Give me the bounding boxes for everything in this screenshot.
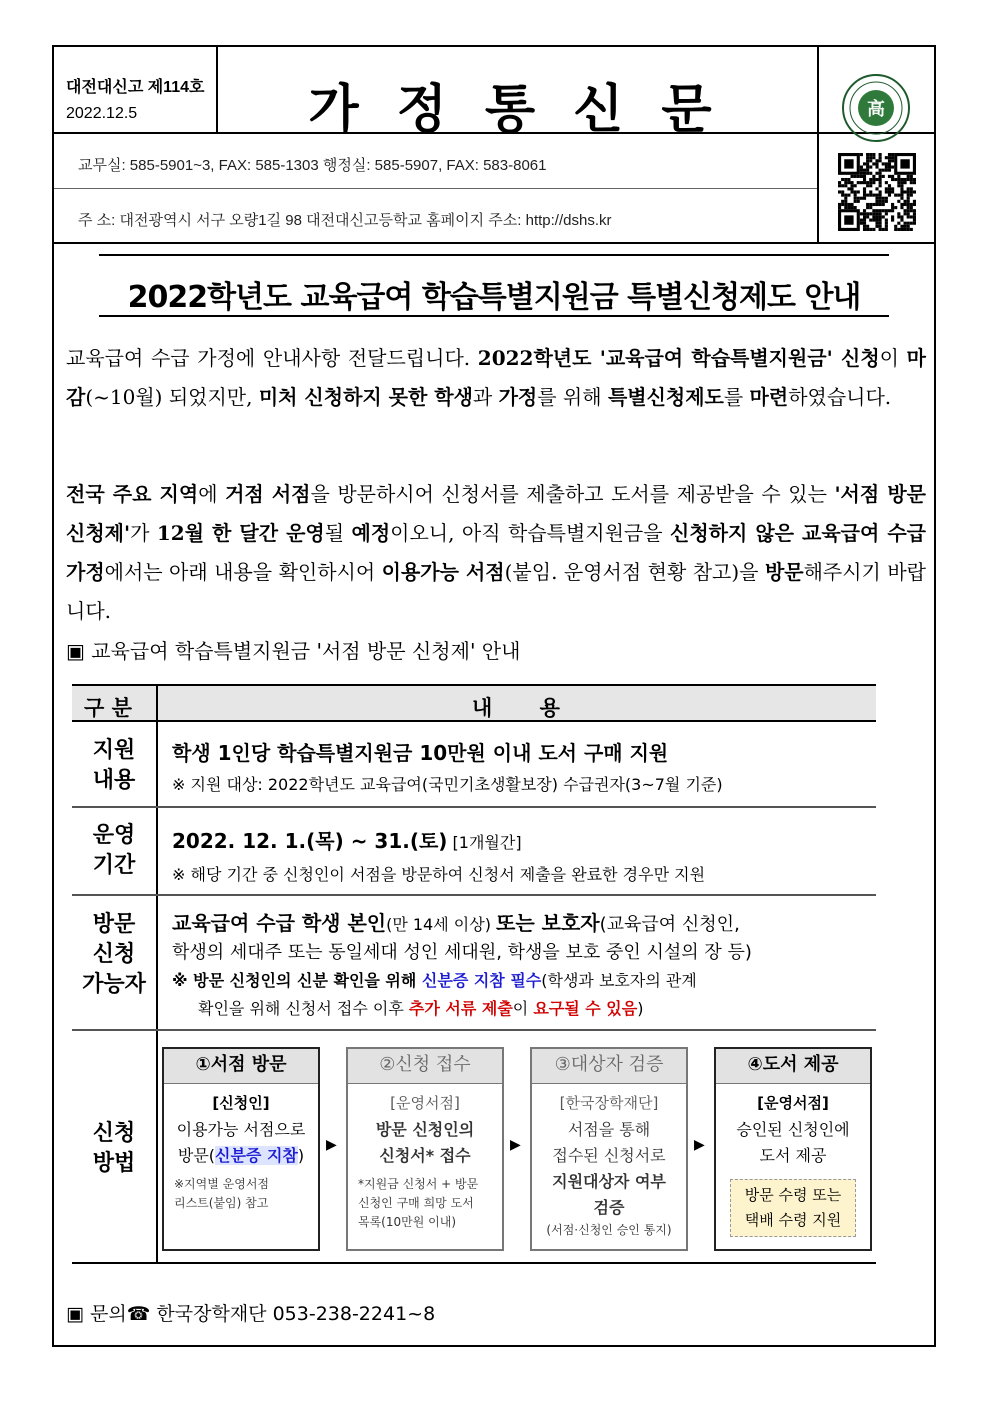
p2-run: 신청하지 않은 교육급여 수급 가정 bbox=[66, 521, 926, 584]
support-main: 학생 1인당 학습특별지원금 10만원 이내 도서 구매 지원 bbox=[172, 741, 669, 765]
p2-run: 이용가능 서점 bbox=[381, 560, 505, 584]
step2-org: [운영서점] bbox=[390, 1094, 460, 1112]
eligible-main-d: (교육급여 신청인, bbox=[599, 914, 740, 935]
p2-run: '서점 방문 신청제' bbox=[66, 482, 926, 545]
row-label-eligible: 방문 신청 가능자 bbox=[82, 912, 146, 997]
step3-line3: 지원대상자 여부 bbox=[552, 1172, 666, 1191]
step2-head: ②신청 접수 bbox=[348, 1049, 502, 1084]
step4-org: [운영서점] bbox=[757, 1094, 829, 1112]
eligible-note-d: 확인을 위해 신청서 접수 이후 bbox=[198, 999, 409, 1018]
p2-run: 거점 서점 bbox=[225, 482, 311, 506]
step1-line2b: 신분증 지참 bbox=[215, 1146, 298, 1165]
p2-run: 예정 bbox=[351, 521, 391, 545]
masthead: 가정통신문 bbox=[308, 80, 750, 140]
delivery-options-box bbox=[730, 1179, 856, 1237]
p2-run: 을 bbox=[739, 560, 765, 584]
p1-run: 가정 bbox=[498, 385, 538, 409]
step4-line2: 도서 제공 bbox=[759, 1146, 827, 1165]
step4-line1: 승인된 신청인에 bbox=[736, 1120, 850, 1139]
p2-run: (붙임. 운영서점 현황 참고) bbox=[504, 560, 740, 584]
step1-note: ※지역별 운영서점 리스트(붙임) 참고 bbox=[174, 1177, 270, 1210]
step-visit-bookstore bbox=[162, 1047, 320, 1251]
p1-run: 교육급여 수급 가정에 안내사항 전달드립니다. bbox=[66, 346, 478, 370]
paragraph-details bbox=[66, 475, 926, 631]
eligible-line2: 학생의 세대주 또는 동일세대 성인 세대원, 학생을 보호 중인 시설의 장 등) bbox=[172, 942, 752, 963]
step1-line2a: 방문( bbox=[177, 1146, 216, 1165]
eligible-note-c: (학생과 보호자의 관계 bbox=[541, 971, 697, 990]
period-main: 2022. 12. 1.(목) ~ 31.(토) bbox=[172, 829, 448, 853]
p1-run: 를 위해 bbox=[537, 385, 608, 409]
p2-run: 을 방문하시어 신청서를 제출하고 도서를 제공받을 수 있는 bbox=[310, 482, 835, 506]
eligible-note-e: 추가 서류 제출 bbox=[408, 999, 513, 1018]
step2-note: *지원금 신청서 + 방문 신청인 구매 희망 도서 목록(10만원 이내) bbox=[358, 1177, 479, 1229]
step3-line1: 서점을 통해 bbox=[567, 1120, 651, 1139]
p1-run: 마련 bbox=[749, 385, 789, 409]
notice-sheet bbox=[52, 45, 936, 1347]
step-book-delivery bbox=[714, 1047, 872, 1251]
row-period-content bbox=[172, 825, 705, 885]
issue-number: 대전대신고 제114호 bbox=[66, 79, 205, 96]
school-emblem-icon bbox=[841, 73, 911, 143]
period-suffix: [1개월간] bbox=[447, 833, 522, 852]
eligible-note-h: ) bbox=[637, 999, 644, 1018]
arrow-icon: ▶ bbox=[326, 1137, 337, 1153]
issue-date: 2022.12.5 bbox=[66, 105, 138, 122]
p1-run: 2022학년도 '교육급여 학습특별지원금' 신청 bbox=[477, 346, 880, 370]
step-eligibility-check bbox=[530, 1047, 688, 1251]
step3-line5: (서점·신청인 승인 통지) bbox=[546, 1223, 672, 1237]
step3-line4: 검증 bbox=[593, 1198, 625, 1217]
step2-line2: 신청서* 접수 bbox=[379, 1146, 471, 1165]
paragraph-intro bbox=[66, 339, 926, 417]
row-support-content bbox=[172, 737, 723, 795]
header-category: 구 분 bbox=[84, 696, 132, 720]
step2-line1: 방문 신청인의 bbox=[375, 1120, 475, 1139]
p1-run: 하였습니다. bbox=[788, 385, 892, 409]
arrow-icon: ▶ bbox=[694, 1137, 705, 1153]
eligible-note-b: 신분증 지참 필수 bbox=[421, 971, 542, 990]
p2-run: 전국 주요 지역 bbox=[66, 482, 199, 506]
p2-run: 해주시기 바랍니다. bbox=[66, 560, 926, 623]
row-label-period: 운영 기간 bbox=[92, 823, 136, 878]
period-note: ※ 해당 기간 중 신청인이 서점을 방문하여 신청서 제출을 완료한 경우만 지원 bbox=[172, 865, 706, 884]
p1-run: (~10월) 되었지만, bbox=[85, 385, 259, 409]
step3-head: ③대상자 검증 bbox=[532, 1049, 686, 1084]
delivery-option1: 방문 수령 또는 bbox=[744, 1186, 842, 1204]
row-label-support: 지원 내용 bbox=[92, 738, 136, 793]
p2-run: 에 bbox=[198, 482, 226, 506]
step1-head: ①서점 방문 bbox=[164, 1049, 318, 1084]
p1-run: 미처 신청하지 못한 학생 bbox=[258, 385, 473, 409]
arrow-icon: ▶ bbox=[510, 1137, 521, 1153]
step1-line2c: ) bbox=[297, 1146, 305, 1165]
p1-run: 특별신청제도 bbox=[607, 385, 724, 409]
step1-line1: 이용가능 서점으로 bbox=[176, 1120, 306, 1139]
eligible-main-b: (만 14세 이상) bbox=[386, 915, 497, 934]
support-note: ※ 지원 대상: 2022학년도 교육급여(국민기초생활보장) 수급권자(3~7월 기준) bbox=[172, 775, 723, 794]
eligible-note-f: 이 bbox=[512, 999, 534, 1018]
emblem-char: 高 bbox=[867, 99, 885, 120]
step3-org: [한국장학재단] bbox=[559, 1094, 659, 1112]
eligible-note-g: 요구될 수 있음 bbox=[533, 999, 638, 1018]
step4-head: ④도서 제공 bbox=[716, 1049, 870, 1084]
header-content: 내 용 bbox=[472, 696, 580, 720]
row-eligible-content bbox=[172, 909, 872, 1023]
delivery-option2: 택배 수령 지원 bbox=[744, 1211, 842, 1229]
phone-line: 교무실: 585-5901~3, FAX: 585-1303 행정실: 585-5907, FAX: 583-8061 bbox=[78, 157, 547, 174]
section-heading: ▣ 교육급여 학습특별지원금 '서점 방문 신청제' 안내 bbox=[66, 639, 521, 663]
p2-run: 방문 bbox=[764, 560, 804, 584]
qr-code-icon[interactable] bbox=[838, 153, 916, 231]
issue-info bbox=[66, 75, 204, 127]
notice-title: 2022학년도 교육급여 학습특별지원금 특별신청제도 안내 bbox=[127, 280, 861, 315]
eligible-main-c: 또는 보호자 bbox=[496, 911, 600, 935]
p1-run: 를 bbox=[723, 385, 750, 409]
p1-run: 마감 bbox=[66, 346, 926, 409]
p1-run: 이 bbox=[879, 346, 907, 370]
header bbox=[54, 47, 934, 244]
step3-line2: 접수된 신청서로 bbox=[552, 1146, 666, 1165]
address-line: 주 소: 대전광역시 서구 오량1길 98 대전대신고등학교 홈페이지 주소: http://dshs.kr bbox=[78, 212, 612, 229]
p2-run: 가 bbox=[130, 521, 157, 545]
eligible-main-a: 교육급여 수급 학생 본인 bbox=[172, 911, 387, 935]
table-header bbox=[72, 684, 876, 722]
p2-run: 이오니, 아직 학습특별지원금을 bbox=[390, 521, 671, 545]
p1-run: 과 bbox=[472, 385, 499, 409]
p2-run: 12월 한 달간 운영 bbox=[156, 521, 325, 545]
p2-run: 에서는 아래 내용을 확인하시어 bbox=[104, 560, 382, 584]
contact-line: ▣ 문의☎ 한국장학재단 053-238-2241~8 bbox=[66, 1303, 436, 1325]
p2-run: 될 bbox=[324, 521, 352, 545]
eligible-note-a: ※ 방문 신청인의 신분 확인을 위해 bbox=[172, 971, 422, 990]
step1-org: [신청인] bbox=[212, 1094, 270, 1112]
step-application-receipt bbox=[346, 1047, 504, 1251]
row-label-method: 신청 방법 bbox=[92, 1121, 136, 1176]
